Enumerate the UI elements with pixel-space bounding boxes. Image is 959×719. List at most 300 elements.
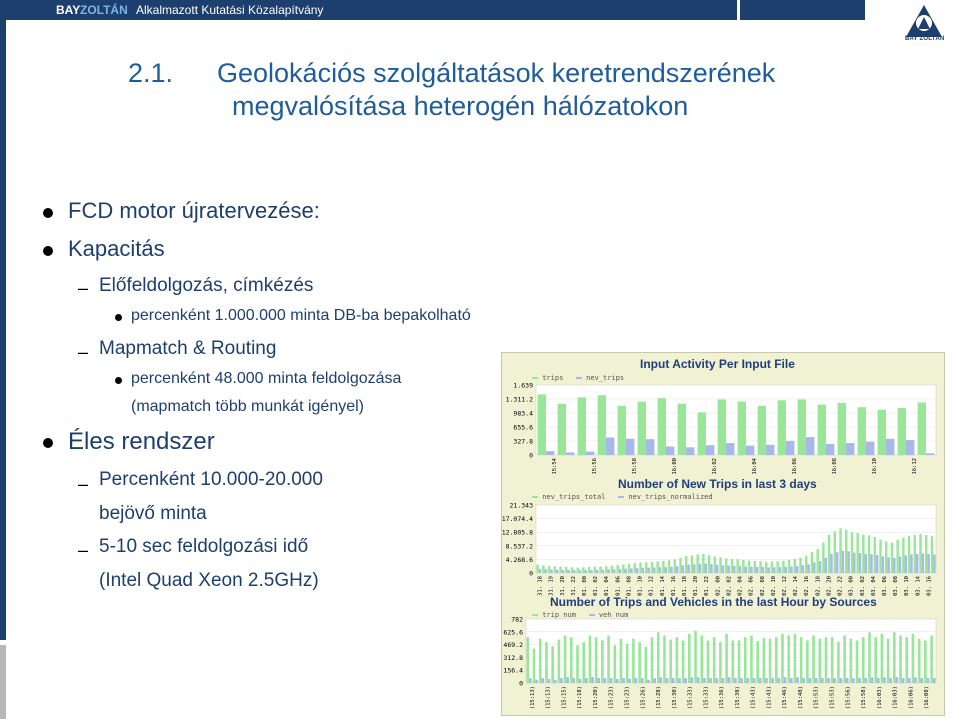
chart2-bar-nev_trips_total <box>914 535 916 573</box>
item-percenkent-48k: percenként 48.000 minta feldolgozása <box>131 370 402 387</box>
chart2-xtick: 03. 06 <box>882 576 888 596</box>
chart2-bar-nev_trips_normalized <box>847 551 849 573</box>
chart2-bar-nev_trips_total <box>645 562 647 573</box>
chart3-bar-veh_num <box>728 677 731 683</box>
chart2-bar-nev_trips_normalized <box>762 567 764 573</box>
chart3-bar-trip_num <box>899 636 902 683</box>
chart2-bar-nev_trips_total <box>714 556 716 573</box>
chart2-xtick: 03. 08 <box>893 576 900 596</box>
chart3-bar-veh_num <box>529 678 532 683</box>
chart2-bar-nev_trips_normalized <box>807 564 809 573</box>
chart2-bar-nev_trips_normalized <box>802 565 804 573</box>
chart2-bar-nev_trips_total <box>862 535 864 573</box>
sub-elofeldolgozas: Előfeldolgozás, címkézés <box>99 275 314 296</box>
chart1-xtick: 16:12 <box>912 458 918 475</box>
chart3-xtick: (16:06) <box>908 686 915 710</box>
chart2-bar-nev_trips_total <box>656 562 658 573</box>
chart3-bar-veh_num <box>852 678 855 683</box>
chart3-xtick: (15:23) <box>624 686 631 710</box>
chart2-xtick: 02. 02 <box>726 576 733 596</box>
sub-intel-xeon: (Intel Quad Xeon 2.5GHz) <box>99 570 319 591</box>
chart2-bar-nev_trips_total <box>536 565 538 573</box>
chart2-bar-nev_trips_total <box>639 562 641 573</box>
chart3-bar-trip_num <box>582 642 585 683</box>
chart3-bar-trip_num <box>787 636 790 683</box>
bullet-fcd: FCD motor újratervezése: <box>68 198 320 223</box>
chart3-bar-trip_num <box>818 639 821 683</box>
chart2-bar-nev_trips_normalized <box>607 569 609 573</box>
chart3-bar-trip_num <box>763 638 766 683</box>
chart2-bar-nev_trips_normalized <box>722 565 724 573</box>
chart3-bar-trip_num <box>738 640 741 683</box>
chart3-bar-trip_num <box>638 642 641 683</box>
chart3-bar-veh_num <box>877 678 880 683</box>
chart3-bar-trip_num <box>868 632 871 683</box>
chart2-xtick: 03. 02 <box>859 576 866 596</box>
chart2-bar-nev_trips_normalized <box>882 556 884 573</box>
chart2-bar-nev_trips_total <box>828 535 830 573</box>
chart2-bar-nev_trips_normalized <box>727 566 729 573</box>
chart3-bar-trip_num <box>837 642 840 683</box>
chart3-xtick: (15:43) <box>750 686 757 710</box>
chart3-ytick: 156.4 <box>503 666 523 675</box>
chart3-bar-veh_num <box>591 677 594 683</box>
chart3-xtick: (15:53) <box>813 686 820 710</box>
sub-bejovo-minta: bejövő minta <box>99 503 207 524</box>
chart3-xtick: (15:26) <box>640 686 647 710</box>
chart1-xtick: 15:54 <box>552 458 558 475</box>
chart2-bar-nev_trips_normalized <box>870 554 872 573</box>
chart2-bar-nev_trips_normalized <box>933 555 935 573</box>
chart2-bar-nev_trips_total <box>805 556 807 573</box>
chart2-bar-nev_trips_total <box>845 530 847 573</box>
chart2-bar-nev_trips_normalized <box>796 566 798 573</box>
chart1-bar-nev_trips <box>926 453 934 455</box>
dash-icon: – <box>78 278 89 298</box>
chart3-xtick: (15:28) <box>656 686 663 710</box>
chart2-xtick: 02. 00 <box>715 576 722 596</box>
chart2-xtick: 02. 18 <box>815 576 822 596</box>
chart2-xtick: 01. 06 <box>615 576 622 596</box>
chart3-xtick: (15:15) <box>561 686 568 710</box>
chart3-bar-trip_num <box>756 641 759 683</box>
chart2-ytick: 0 <box>529 569 533 578</box>
chart2-xtick: 01. 18 <box>682 576 688 596</box>
chart1-bar-trips <box>918 402 926 455</box>
chart3-bar-veh_num <box>722 678 725 683</box>
chart3-bar-trip_num <box>924 640 927 683</box>
brand-zoltan: ZOLTÁN <box>80 3 128 17</box>
chart2-xtick: 02. 08 <box>759 576 766 596</box>
bullet-dot <box>115 314 122 321</box>
chart2-bar-nev_trips_total <box>674 559 676 573</box>
bullet-eles-rendszer: Éles rendszer <box>68 428 215 455</box>
chart1-xtick: 16:00 <box>672 458 678 475</box>
chart3-xtick: (15:33) <box>703 686 710 710</box>
chart2-bar-nev_trips_normalized <box>842 551 844 573</box>
chart1-bar-nev_trips <box>626 439 634 455</box>
chart2-xtick: 02. 04 <box>737 576 744 596</box>
chart2-bar-nev_trips_normalized <box>545 569 547 573</box>
chart2-xtick: 01. 16 <box>670 576 677 596</box>
chart3-title: Number of Trips and Vehicles in the last Hour by Sources <box>550 595 877 609</box>
chart3-bar-veh_num <box>753 678 756 683</box>
chart3-bar-trip_num <box>912 634 915 683</box>
chart3-bar-veh_num <box>653 678 656 683</box>
chart3-bar-trip_num <box>551 646 554 683</box>
chart2-bar-nev_trips_normalized <box>910 554 912 573</box>
chart2-bar-nev_trips_total <box>891 543 893 573</box>
chart2-bar-nev_trips_normalized <box>625 569 627 573</box>
chart1-ytick: 1.639 <box>513 381 533 390</box>
chart2-xtick: 01. 12 <box>648 576 655 596</box>
chart2-bar-nev_trips_normalized <box>705 563 707 573</box>
chart3-xtick: (15:48) <box>797 686 804 710</box>
chart3-bar-veh_num <box>579 679 582 683</box>
chart1-bar-trips <box>838 403 846 455</box>
chart2-xtick: 01. 22 <box>704 576 711 596</box>
chart3-xtick: (16:08) <box>924 686 931 710</box>
chart2-ytick: 21.343 <box>509 501 533 510</box>
chart3-xtick: (15:38) <box>734 686 741 710</box>
chart3-bar-trip_num <box>688 634 691 683</box>
chart3-bar-trip_num <box>744 637 747 683</box>
chart2-xtick: 01. 08 <box>626 576 633 596</box>
chart3-bar-veh_num <box>647 680 650 683</box>
chart2-bar-nev_trips_total <box>696 555 698 573</box>
chart1-bar-trips <box>678 404 686 455</box>
chart2-xtick: 03. 16 <box>926 576 933 596</box>
chart2-legend-total: nev_trips_total <box>542 493 606 501</box>
chart3-bar-trip_num <box>769 639 772 683</box>
chart3-bar-trip_num <box>725 634 728 683</box>
chart2-bar-nev_trips_normalized <box>653 567 655 573</box>
chart2-bar-nev_trips_total <box>765 562 767 573</box>
chart2-bar-nev_trips_normalized <box>630 568 632 573</box>
chart2-bar-nev_trips_total <box>776 561 778 573</box>
chart1-bar-nev_trips <box>586 452 594 455</box>
chart2-bar-nev_trips_total <box>874 537 876 573</box>
chart1-bar-trips <box>658 398 666 455</box>
chart2-bar-nev_trips_total <box>685 556 687 573</box>
chart2-xtick: 31. 22 <box>570 576 577 596</box>
chart3-bar-veh_num <box>858 678 861 683</box>
chart2-bar-nev_trips_total <box>759 561 761 573</box>
item-mapmatch-note: (mapmatch több munkát igényel) <box>131 398 364 415</box>
chart3-xtick: (15:36) <box>719 686 726 710</box>
chart2-bar-nev_trips_total <box>708 555 710 573</box>
chart3-bar-trip_num <box>539 639 542 683</box>
chart1-bar-nev_trips <box>906 440 914 455</box>
chart1-bar-nev_trips <box>846 443 854 455</box>
chart2-bar-nev_trips_total <box>548 566 550 573</box>
chart2-bar-nev_trips_total <box>782 561 784 573</box>
chart1-bar-nev_trips <box>646 439 654 455</box>
chart3-bar-trip_num <box>881 634 884 683</box>
chart3-bar-trip_num <box>794 634 797 683</box>
chart1-bar-trips <box>778 400 786 455</box>
chart2-bar-nev_trips_normalized <box>773 567 775 573</box>
chart2-bar-nev_trips_normalized <box>739 566 741 573</box>
chart1-bar-nev_trips <box>606 437 614 455</box>
chart2-bar-nev_trips_normalized <box>813 562 815 573</box>
chart2-bar-nev_trips_normalized <box>767 567 769 573</box>
chart2-bar-nev_trips_total <box>794 559 796 573</box>
chart2-bar-nev_trips_normalized <box>710 564 712 573</box>
chart3-bar-veh_num <box>672 678 675 683</box>
chart2-bar-nev_trips_total <box>605 566 607 573</box>
chart3-bar-trip_num <box>862 637 865 683</box>
chart2-xtick: 02. 10 <box>770 576 777 596</box>
chart3-bar-trip_num <box>850 639 853 683</box>
chart3-bar-veh_num <box>809 678 812 683</box>
chart3-bar-trip_num <box>613 645 616 683</box>
chart2-bar-nev_trips_normalized <box>539 569 541 573</box>
chart3-plot <box>502 609 942 713</box>
chart1-bar-trips <box>698 412 706 455</box>
chart2-bar-nev_trips_normalized <box>876 555 878 573</box>
chart2-legend-normalized: nev_trips_normalized <box>628 493 713 501</box>
chart1-bar-nev_trips <box>746 446 754 455</box>
bullet-dot <box>115 377 122 384</box>
chart2-bar-nev_trips_total <box>879 540 881 573</box>
chart3-bar-veh_num <box>641 678 644 683</box>
chart3-bar-veh_num <box>597 678 600 683</box>
chart3-bar-veh_num <box>908 678 911 683</box>
chart1-bar-trips <box>858 407 866 455</box>
chart3-bar-trip_num <box>657 632 660 683</box>
institute-name: Alkalmazott Kutatási Közalapítvány <box>136 3 324 17</box>
chart3-bar-veh_num <box>554 680 557 683</box>
charts-panel <box>501 352 945 716</box>
chart2-bar-nev_trips_normalized <box>676 566 678 573</box>
chart2-bar-nev_trips_total <box>754 561 756 573</box>
chart1-bar-trips <box>758 406 766 455</box>
chart1-bar-trips <box>578 397 586 455</box>
chart3-bar-veh_num <box>622 678 625 683</box>
chart2-bar-nev_trips_normalized <box>590 570 592 573</box>
chart3-bar-trip_num <box>663 636 666 683</box>
chart3-bar-trip_num <box>905 637 908 683</box>
chart2-bar-nev_trips_normalized <box>790 566 792 573</box>
chart3-bar-trip_num <box>632 639 635 683</box>
chart1-bar-trips <box>638 402 646 455</box>
chart3-bar-trip_num <box>595 637 598 683</box>
sub-feldolgozasi-ido: 5-10 sec feldolgozási idő <box>99 536 309 557</box>
chart3-bar-trip_num <box>713 637 716 683</box>
chart3-xtick: (15:13) <box>545 686 552 710</box>
chart1-bar-nev_trips <box>546 451 554 455</box>
chart3-ytick: 469.2 <box>503 641 523 650</box>
chart3-xtick: (15:46) <box>782 686 789 710</box>
chart2-xtick: 03. 04 <box>870 576 877 596</box>
chart3-bar-trip_num <box>700 636 703 683</box>
chart1-xtick: 16:04 <box>752 458 758 475</box>
chart3-bar-trip_num <box>831 637 834 683</box>
chart2-bar-nev_trips_total <box>565 567 567 573</box>
chart2-bar-nev_trips_normalized <box>699 564 701 573</box>
chart2-bar-nev_trips_total <box>725 558 727 573</box>
chart2-bar-nev_trips_total <box>702 554 704 573</box>
chart3-bar-trip_num <box>800 637 803 683</box>
chart2-bar-nev_trips_total <box>668 560 670 573</box>
chart3-ytick: 312.8 <box>503 653 523 662</box>
chart1-bar-nev_trips <box>666 446 674 455</box>
chart1-ytick: 327.8 <box>513 437 533 446</box>
chart3-bar-veh_num <box>827 678 830 683</box>
chart2-bar-nev_trips_normalized <box>585 570 587 573</box>
brand-bay: BAY <box>56 3 81 17</box>
chart2-bar-nev_trips_total <box>731 559 733 573</box>
chart3-bar-trip_num <box>887 639 890 683</box>
chart2-bar-nev_trips_normalized <box>893 558 895 573</box>
chart2-bar-nev_trips_normalized <box>750 567 752 573</box>
chart2-ytick: 8.537.2 <box>505 542 533 551</box>
chart1-xtick: 15:56 <box>592 458 598 475</box>
chart1-xtick: 16:10 <box>872 458 878 475</box>
sub-mapmatch: Mapmatch & Routing <box>99 338 277 359</box>
chart3-bar-trip_num <box>874 637 877 683</box>
chart2-bar-nev_trips_total <box>542 565 544 573</box>
chart1-xtick: 15:58 <box>632 458 638 475</box>
chart2-bar-nev_trips_total <box>851 532 853 573</box>
chart2-bar-nev_trips_normalized <box>825 558 827 573</box>
chart1-legend-trips: trips <box>542 374 564 382</box>
chart3-bar-veh_num <box>548 679 551 683</box>
chart2-bar-nev_trips_total <box>691 555 693 573</box>
chart1-ytick: 0 <box>529 451 533 460</box>
chart3-bar-veh_num <box>865 678 868 683</box>
chart3-bar-veh_num <box>834 678 837 683</box>
chart1-bar-nev_trips <box>726 443 734 455</box>
chart1-title: Input Activity Per Input File <box>640 357 795 371</box>
chart2-xtick: 03. 14 <box>915 576 922 596</box>
chart3-bar-trip_num <box>930 636 933 683</box>
chart2-xtick: 31. 18 <box>537 576 544 596</box>
chart2-xtick: 01. 10 <box>637 576 644 596</box>
chart2-xtick: 02. 14 <box>793 576 800 596</box>
chart2-bar-nev_trips_total <box>868 535 870 573</box>
chart2-bar-nev_trips_total <box>925 535 927 573</box>
chart2-bar-nev_trips_normalized <box>693 564 695 573</box>
chart1-bar-trips <box>898 408 906 455</box>
chart2-bar-nev_trips_normalized <box>905 555 907 573</box>
chart2-bar-nev_trips_total <box>599 566 601 573</box>
chart2-bar-nev_trips_normalized <box>562 570 564 573</box>
chart1-bar-trips <box>738 402 746 455</box>
chart2-bar-nev_trips_total <box>576 568 578 573</box>
chart3-xtick: (15:56) <box>845 686 852 710</box>
chart3-bar-veh_num <box>691 677 694 683</box>
chart3-bar-trip_num <box>806 640 809 683</box>
chart3-ytick: 0 <box>519 679 523 688</box>
chart2-bar-nev_trips_normalized <box>682 565 684 573</box>
logo-text: BAY ZOLTÁN <box>905 36 945 42</box>
chart2-bar-nev_trips_total <box>811 552 813 573</box>
chart2-bar-nev_trips_total <box>822 542 824 573</box>
chart2-xtick: 31. 20 <box>559 576 566 596</box>
chart3-bar-trip_num <box>669 640 672 683</box>
chart3-bar-veh_num <box>759 678 762 683</box>
chart3-bar-trip_num <box>589 636 592 683</box>
chart2-bar-nev_trips_normalized <box>647 568 649 573</box>
header-bar <box>0 0 737 20</box>
bullet-kapacitas: Kapacitás <box>68 236 165 261</box>
chart3-bar-trip_num <box>533 649 536 683</box>
chart1-bar-nev_trips <box>806 437 814 455</box>
chart2-bar-nev_trips_normalized <box>779 567 781 573</box>
chart1-bar-nev_trips <box>766 445 774 455</box>
chart3-bar-trip_num <box>651 637 654 683</box>
bullet-dot <box>43 438 53 448</box>
chart1-bar-nev_trips <box>566 452 574 455</box>
chart2-bar-nev_trips_normalized <box>636 568 638 573</box>
chart3-bar-trip_num <box>564 636 567 683</box>
chart3-bar-trip_num <box>825 637 828 683</box>
chart1-bar-nev_trips <box>686 447 694 455</box>
chart2-title: Number of New Trips in last 3 days <box>618 477 817 491</box>
chart1-ytick: 655.6 <box>513 423 533 432</box>
chart3-bar-trip_num <box>676 637 679 683</box>
chart2-bar-nev_trips_total <box>771 562 773 573</box>
chart3-bar-trip_num <box>719 642 722 683</box>
chart2-xtick: 01. 04 <box>604 576 611 596</box>
chart3-bar-veh_num <box>610 678 613 683</box>
chart1-xtick: 16:02 <box>712 458 718 475</box>
chart3-xtick: (15:33) <box>687 686 694 710</box>
chart2-bar-nev_trips_total <box>588 567 590 573</box>
chart3-bar-veh_num <box>846 678 849 683</box>
left-bar <box>0 20 6 640</box>
chart3-bar-trip_num <box>812 636 815 683</box>
chart3-bar-veh_num <box>678 678 681 683</box>
chart2-bar-nev_trips_normalized <box>756 567 758 573</box>
chart3-bar-trip_num <box>781 634 784 683</box>
chart2-bar-nev_trips_normalized <box>859 553 861 573</box>
chart2-bar-nev_trips_total <box>896 540 898 573</box>
chart1-bar-trips <box>818 405 826 455</box>
chart3-bar-trip_num <box>707 640 710 683</box>
chart2-bar-nev_trips_normalized <box>785 567 787 573</box>
chart3-bar-veh_num <box>871 677 874 683</box>
chart3-bar-veh_num <box>790 678 793 683</box>
dash-icon: – <box>78 342 89 362</box>
chart2-xtick: 02. 22 <box>837 576 844 596</box>
chart2-xtick: 02. 06 <box>748 576 755 596</box>
chart2-ytick: 4.268.6 <box>505 555 533 564</box>
chart3-bar-veh_num <box>703 678 706 683</box>
chart2-xtick: 01. 00 <box>582 576 588 596</box>
chart3-bar-veh_num <box>802 678 805 683</box>
chart3-xtick: (16:03) <box>892 686 899 710</box>
chart3-bar-veh_num <box>573 678 576 683</box>
chart3-bar-trip_num <box>856 640 859 683</box>
chart2-ytick: 17.074.4 <box>502 515 533 524</box>
dash-icon: – <box>78 540 89 560</box>
chart2-bar-nev_trips_total <box>662 561 664 573</box>
chart2-bar-nev_trips_normalized <box>613 569 615 573</box>
chart3-bar-veh_num <box>585 678 588 683</box>
chart3-legend-veh: veh_num <box>598 611 629 619</box>
chart3-bar-trip_num <box>893 632 896 683</box>
chart3-bar-trip_num <box>645 647 648 683</box>
chart1-bar-trips <box>598 395 606 455</box>
chart2-xtick: 02. 12 <box>782 576 788 596</box>
chart2-bar-nev_trips_normalized <box>927 554 929 573</box>
chart2-bar-nev_trips_total <box>902 538 904 573</box>
chart3-bar-trip_num <box>601 640 604 683</box>
dash-icon: – <box>78 474 89 494</box>
